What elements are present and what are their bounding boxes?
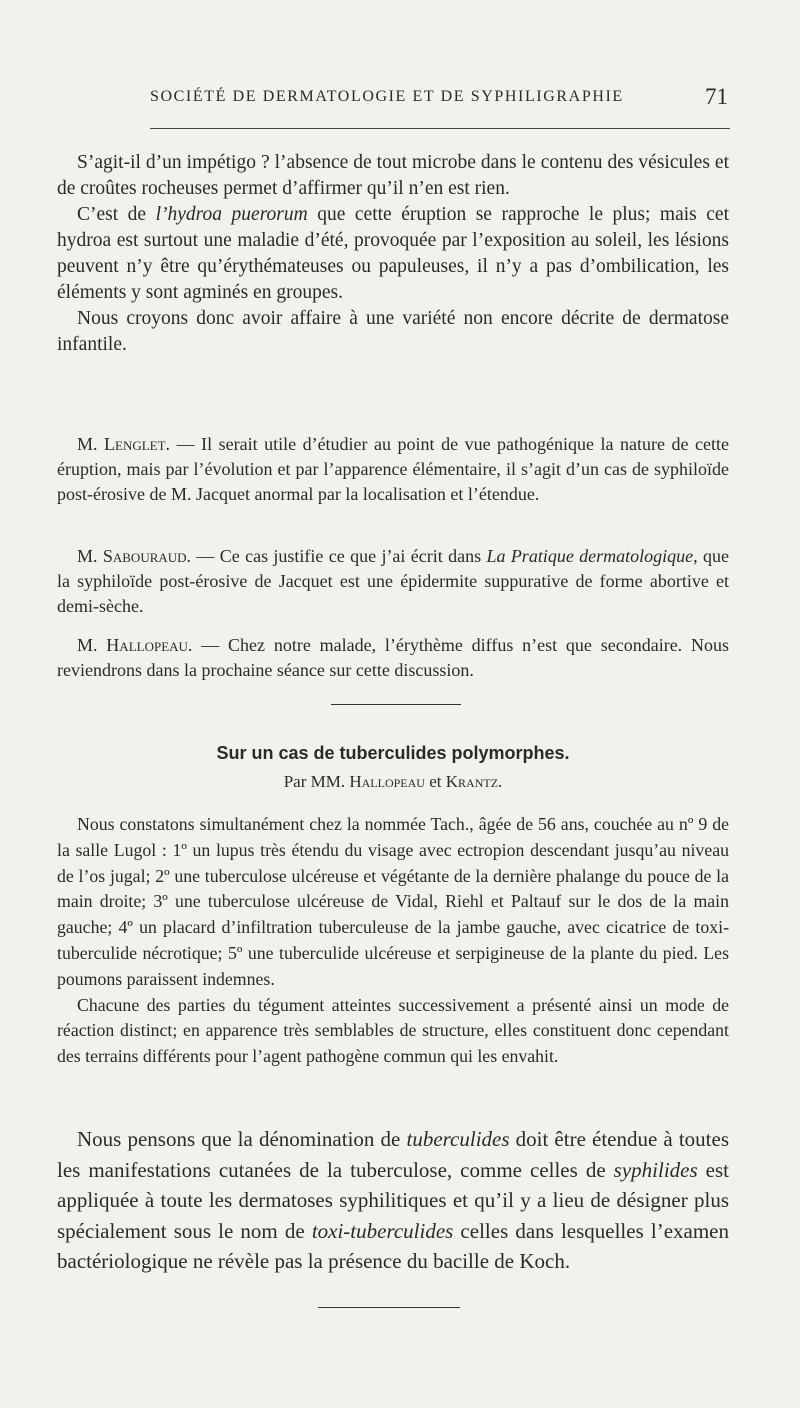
speaker-name: M. Hallopeau.: [77, 635, 193, 655]
paragraph: Chacune des parties du tégument atteintes successivement a présenté ainsi un mode de réaction distinct; en apparence très semblables de structure, elles constituent donc cependant des terrains différents pour l’agent pathogène commun qui les envahit.: [57, 994, 729, 1067]
emphasis: toxi-tuberculides: [311, 1218, 454, 1243]
speaker-name: M. Sabouraud.: [77, 546, 192, 566]
article-conclusion: [57, 1124, 729, 1277]
remark-sabouraud: [57, 544, 729, 618]
paragraph: M. Lenglet. — Il serait utile d’étudier au point de vue pathogénique la nature de cette éruption, mais par l’évolution et par l’apparence élémentaire, il s’agit d’un cas de syphiloïde post-érosive de M. Jacquet anormal par la localisation et l’étendue.: [57, 434, 729, 504]
speaker-name: M. Lenglet.: [77, 434, 171, 454]
emphasis: syphilides: [613, 1157, 698, 1182]
end-divider: [318, 1307, 460, 1308]
emphasis: tuberculides: [406, 1127, 510, 1151]
remark-hallopeau: [57, 633, 729, 683]
paragraph: Nous pensons que la dénomination de tuberculides doit être étendue à toutes les manifestations cutanées de la tuberculose, comme celles de syphilides est appliquée à toute les dermatoses syphilitiques et qu’il y a lieu de désigner plus spécialement sous le nom de toxi-tuberculides celles dans lesquelles l’examen bactériologique ne révèle pas la présence du bacille de Koch.: [57, 1127, 730, 1273]
page-number: 71: [705, 84, 728, 109]
article-body: [57, 812, 729, 1070]
paragraph: C’est de l’hydroa puerorum que cette éruption se rapproche le plus; mais cet hydroa est surtout une maladie d’été, provoquée par l’exposition au soleil, les lésions peuvent n’y être qu’érythémateuses ou papuleuses, il n’y a pas d’ombilication, les éléments y sont agminés en groupes.: [57, 204, 729, 303]
header-rule: [150, 128, 730, 129]
remark-lenglet: [57, 432, 729, 506]
section-divider: [331, 704, 461, 705]
article-authors: Par MM. Hallopeau et Krantz.: [283, 772, 503, 791]
emphasis: La Pratique dermatologique: [486, 546, 694, 566]
paragraph: Nous constatons simultanément chez la nommée Tach., âgée de 56 ans, couchée au nº 9 de la salle Lugol : 1º un lupus très étendu du visage avec ectropion descendant jusqu’au niveau de l’os jugal; 2º une tuberculose ulcéreuse et végétante de la dernière phalange du pouce de la main droite; 3º une tuberculose ulcéreuse de Vidal, Riehl et Paltauf sur le dos de la main gauche; 4º un placard d’infiltration tuberculeuse de la jambe gauche, avec cicatrice de toxi-tuberculide nécrotique; 5º une tuberculide ulcéreuse et serpigineuse de la plante du pied. Les poumons paraissent indemnes.: [57, 814, 729, 989]
paragraph: Nous croyons donc avoir affaire à une variété non encore décrite de dermatose infantile.: [57, 308, 729, 355]
paragraph: M. Hallopeau. — Chez notre malade, l’érythème diffus n’est que secondaire. Nous reviendrons dans la prochaine séance sur cette discussion.: [57, 635, 729, 680]
emphasis: l’hydroa puerorum: [155, 204, 308, 225]
article-title: Sur un cas de tuberculides polymorphes.: [216, 743, 570, 763]
paragraph: S’agit-il d’un impétigo ? l’absence de tout microbe dans le contenu des vésicules et de croûtes rocheuses permet d’affirmer qu’il n’en est rien.: [57, 152, 729, 199]
paragraph: M. Sabouraud. — Ce cas justifie ce que j’ai écrit dans La Pratique dermatologique, que la syphiloïde post-érosive de Jacquet est une épidermite suppurative de forme abortive et demi-sèche.: [57, 546, 729, 616]
discussion-section: [57, 150, 729, 358]
running-head: SOCIÉTÉ DE DERMATOLOGIE ET DE SYPHILIGRAPHIE: [150, 88, 624, 105]
